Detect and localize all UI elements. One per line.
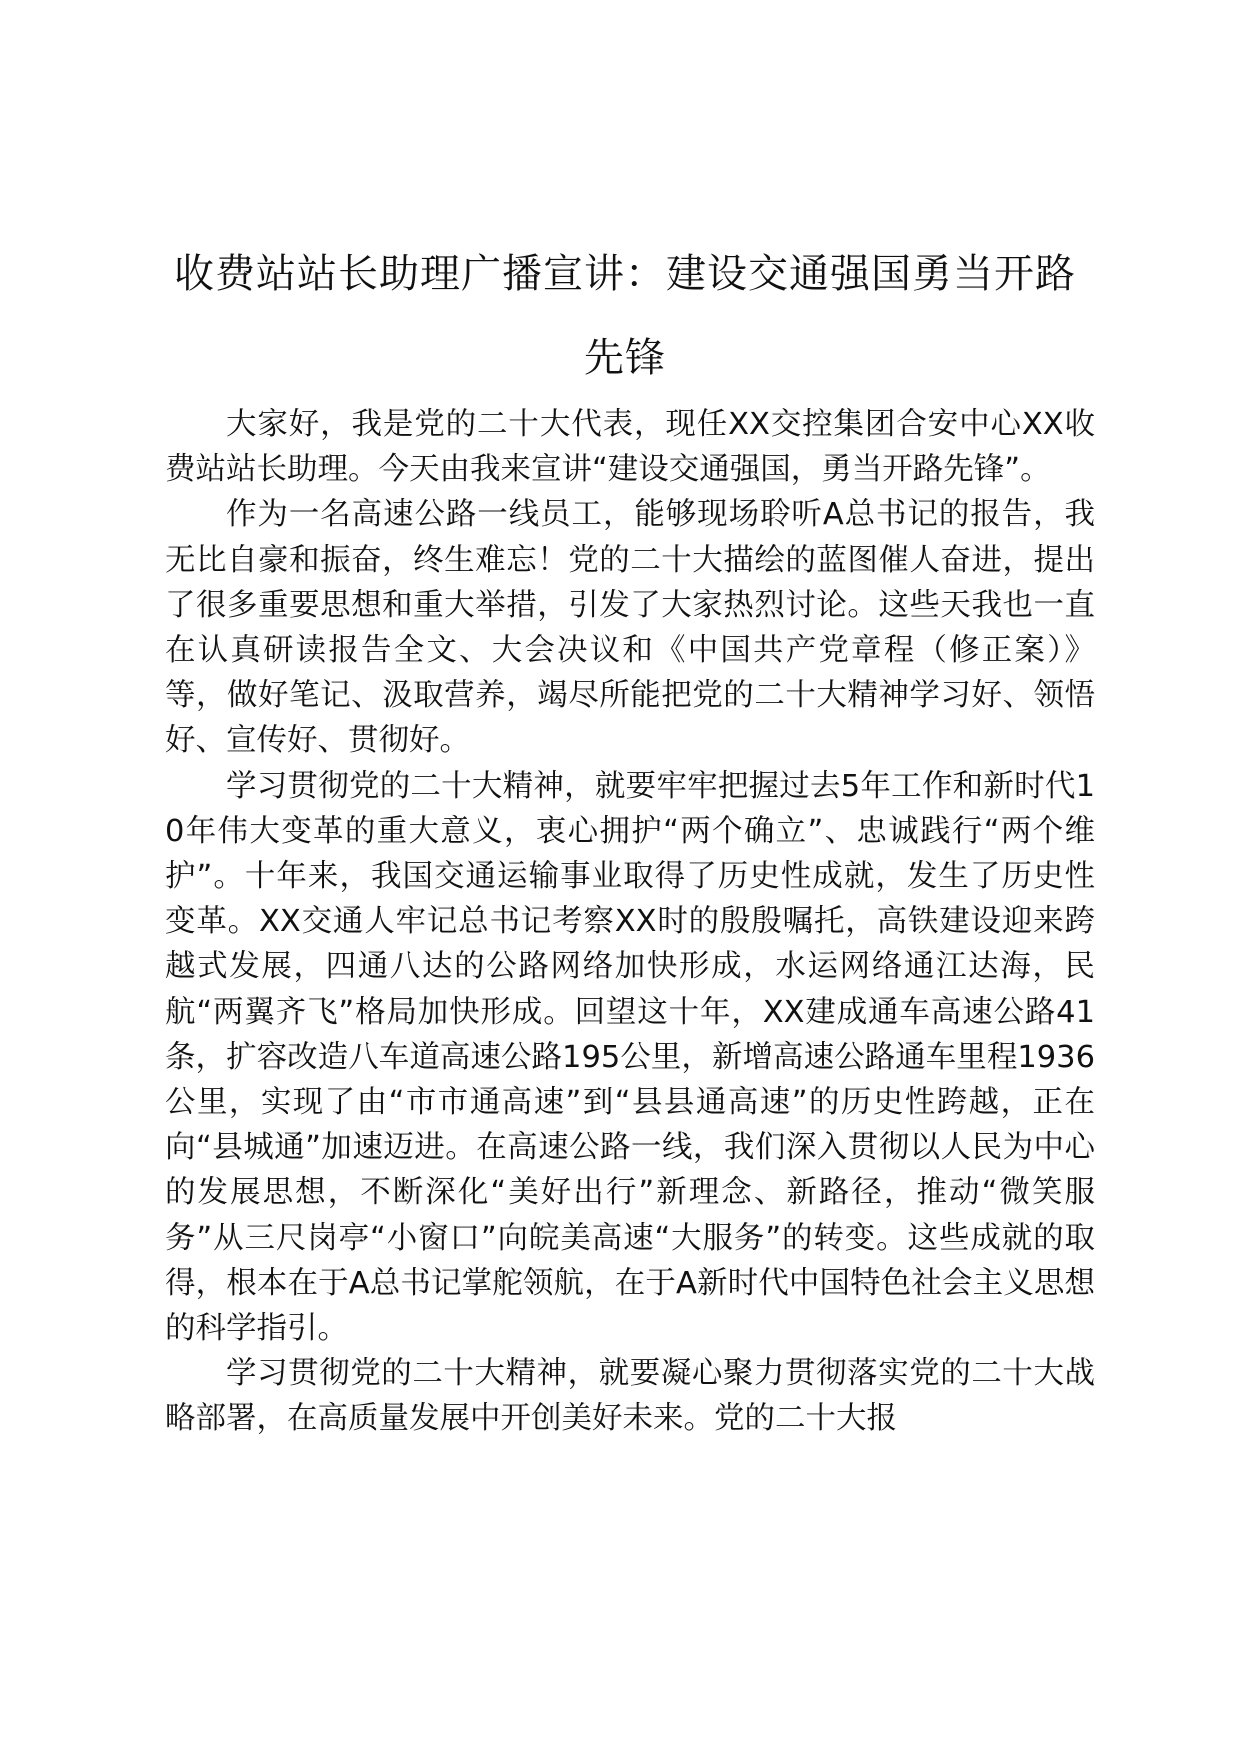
- paragraph-achievements: 学习贯彻党的二十大精神，就要牢牢把握过去5年工作和新时代10年伟大变革的重大意义，衷心拥护“两个确立”、忠诚践行“两个维护”。十年来，我国交通运输事业取得了历史性成就，发生了历史性变革。XX交通人牢记总书记考察XX时的殷殷嘱托，高铁建设迎来跨越式发展，四通八达的公路网络加快形成，水运网络通江达海，民航“两翼齐飞”格局加快形成。回望这十年，XX建成通车高速公路41条，扩容改造八车道高速公路195公里，新增高速公路通车里程1936公里，实现了由“市市通高速”到“县县通高速”的历史性跨越，正在向“县城通”加速迈进。在高速公路一线，我们深入贯彻以人民为中心的发展思想，不断深化“美好出行”新理念、新路径，推动“微笑服务”从三尺岗亭“小窗口”向皖美高速“大服务”的转变。这些成就的取得，根本在于A总书记掌舵领航，在于A新时代中国特色社会主义思想的科学指引。: [165, 768, 1095, 1347]
- paragraph-report: 作为一名高速公路一线员工，能够现场聆听A总书记的报告，我无比自豪和振奋，终生难忘！党的二十大描绘的蓝图催人奋进，提出了很多重要思想和重大举措，引发了大家热烈讨论。这些天我也一直在认真研读报告全文、大会决议和《中国共产党章程（修正案）》等，做好笔记、汲取营养，竭尽所能把党的二十大精神学习好、领悟好、宣传好、贯彻好。: [165, 497, 1095, 759]
- document-body: [165, 402, 1095, 1442]
- paragraph-strategy: 学习贯彻党的二十大精神，就要凝心聚力贯彻落实党的二十大战略部署，在高质量发展中开创美好未来。党的二十大报: [165, 1356, 1095, 1437]
- document-title: 收费站站长助理广播宣讲：建设交通强国勇当开路先锋: [174, 251, 1076, 381]
- paragraph-intro: 大家好，我是党的二十大代表，现任XX交控集团合安中心XX收费站站长助理。今天由我来宣讲“建设交通强国，勇当开路先锋”。: [165, 407, 1095, 488]
